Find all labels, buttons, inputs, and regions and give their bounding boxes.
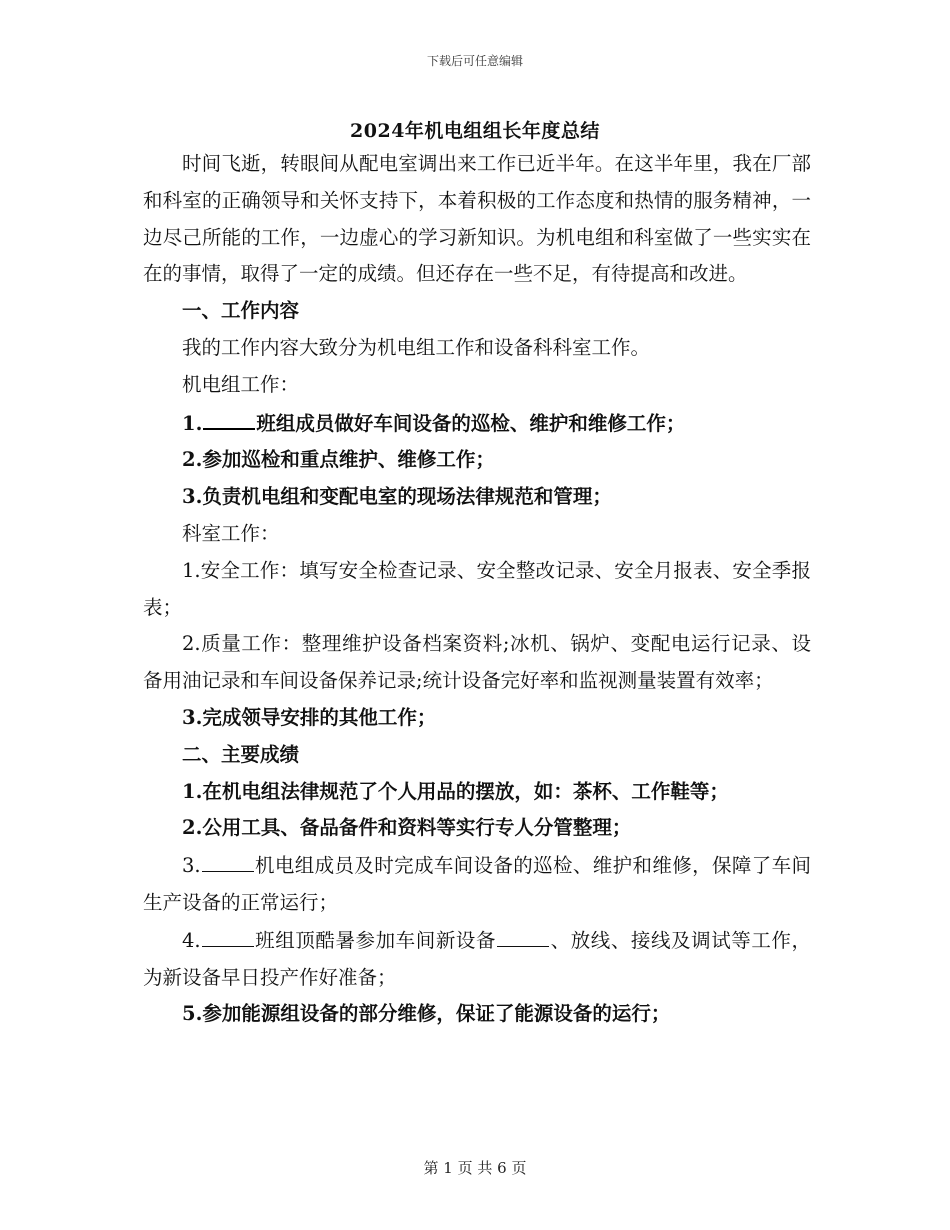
achievement-item-4-num: 4.	[182, 928, 201, 952]
document-body	[143, 146, 811, 1033]
jdz-item-2: 2.参加巡检和重点维护、维修工作；	[182, 448, 495, 472]
blank-line	[203, 404, 255, 430]
achievement-item-3-num: 3.	[182, 854, 201, 878]
jdz-item-1-num: 1.	[182, 411, 203, 435]
page-footer: 第 1 页 共 6 页	[423, 1159, 527, 1177]
achievement-item-4-text-a: 班组顶酷暑参加车间新设备	[254, 928, 497, 952]
achievement-item-4-text-b: 、放线、接线及调试等工作，为新设备早日投产作好准备；	[143, 928, 811, 989]
section1-heading: 一、工作内容	[182, 299, 300, 323]
ks-item-1: 1.安全工作：填写安全检查记录、安全整改记录、安全月报表、安全季报表；	[143, 558, 811, 619]
jdz-item-1	[143, 404, 811, 443]
jdz-label: 机电组工作：	[182, 372, 300, 396]
header-note: 下载后可任意编辑	[426, 54, 523, 68]
jdz-item-1-text: 班组成员做好车间设备的巡检、维护和维修工作；	[256, 411, 686, 435]
achievement-item-5: 5.参加能源组设备的部分维修，保证了能源设备的运行；	[182, 1002, 671, 1026]
blank-line	[497, 922, 549, 947]
intro-paragraph: 时间飞逝，转眼间从配电室调出来工作已近半年。在这半年里，我在厂部和科室的正确领导和关怀支持下，本着积极的工作态度和热情的服务精神，一边尽己所能的工作，一边虚心的学习新知识。为机电组和科室做了一些实实在在的事情，取得了一定的成绩。但还存在一些不足，有待提高和改进。	[143, 152, 811, 286]
blank-line	[202, 922, 254, 947]
achievement-item-3-text: 机电组成员及时完成车间设备的巡检、维护和维修，保障了车间生产设备的正常运行；	[143, 854, 811, 914]
achievement-item-4	[143, 922, 811, 997]
section1-summary: 我的工作内容大致分为机电组工作和设备科科室工作。	[182, 335, 651, 359]
ks-item-2: 2.质量工作：整理维护设备档案资料;冰机、锅炉、变配电运行记录、设备用油记录和车间设备保养记录;统计设备完好率和监视测量装置有效率；	[143, 632, 811, 693]
ks-label: 科室工作：	[182, 521, 280, 545]
section2-heading: 二、主要成绩	[182, 742, 300, 766]
blank-line	[202, 847, 254, 872]
page-title: 2024年机电组组长年度总结	[350, 120, 600, 142]
achievement-item-1: 1.在机电组法律规范了个人用品的摆放，如：茶杯、工作鞋等；	[182, 779, 729, 803]
jdz-item-3: 3.负责机电组和变配电室的现场法律规范和管理；	[182, 485, 612, 509]
ks-item-3: 3.完成领导安排的其他工作；	[182, 705, 437, 729]
achievement-item-3	[143, 847, 811, 922]
achievement-item-2: 2.公用工具、备品备件和资料等实行专人分管整理；	[182, 816, 632, 840]
